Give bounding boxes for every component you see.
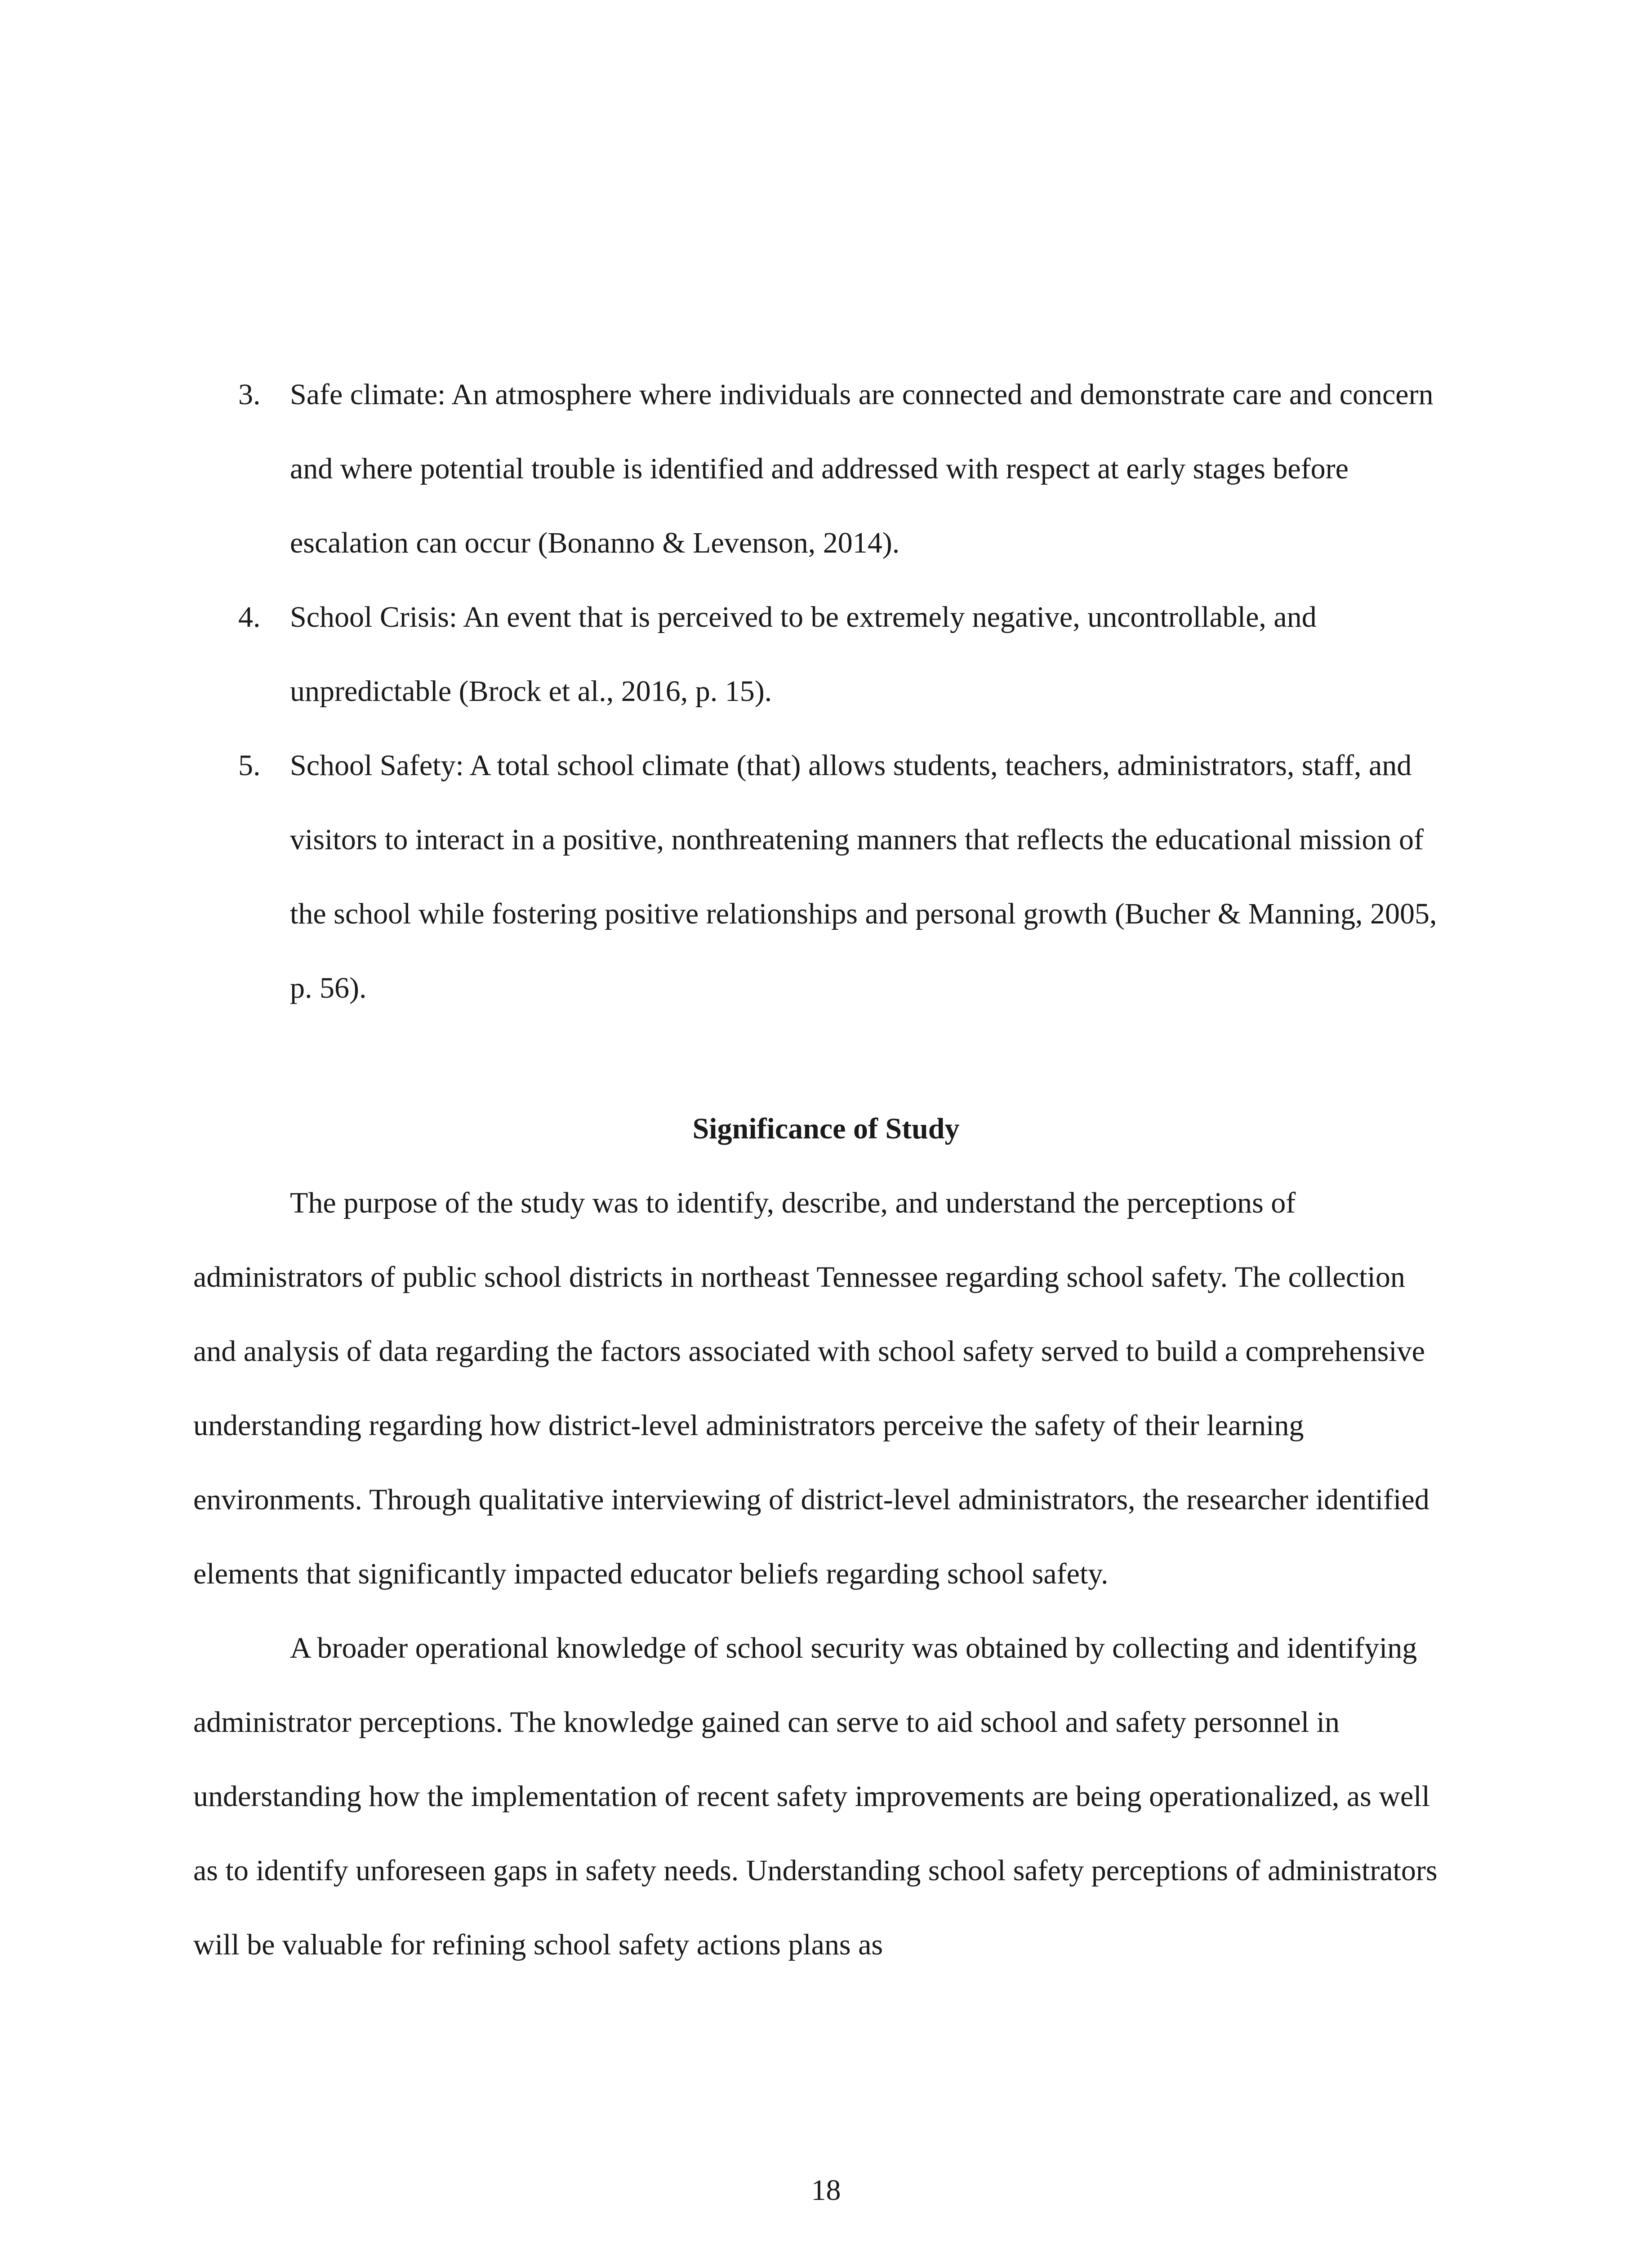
definition-text: School Safety: A total school climate (that) allows students, teachers, administrators, staff, and visitors to interact in a positive, nonthreatening manners that reflects the educational mission of the school while fostering positive relationships and personal growth (Bucher & Manning, 2005, p. 56). [290, 749, 1437, 1004]
list-number: 4. [238, 601, 261, 633]
section-body [193, 1166, 1452, 1982]
section-heading: Significance of Study [692, 1112, 960, 1145]
definition-item-school-safety [238, 728, 1452, 1025]
definition-text: Safe climate: An atmosphere where individuals are connected and demonstrate care and concern and where potential trouble is identified and addressed with respect at early stages before escalation can occur (Bonanno & Levenson, 2014). [290, 378, 1434, 559]
list-number: 3. [238, 378, 261, 411]
definition-text: School Crisis: An event that is perceived to be extremely negative, uncontrollable, and unpredictable (Brock et al., 2016, p. 15). [290, 601, 1317, 708]
list-number: 5. [238, 749, 261, 782]
paragraph: The purpose of the study was to identify, describe, and understand the perceptions of administrators of public school districts in northeast Tennessee regarding school safety. The collection and analysis of data regarding the factors associated with school safety served to build a comprehensive understanding regarding how district-level administrators perceive the safety of their learning environments. Through qualitative interviewing of district-level administrators, the researcher identified elements that significantly impacted educator beliefs regarding school safety. [193, 1186, 1429, 1590]
page-number: 18 [811, 2174, 841, 2207]
definitions-list [238, 357, 1452, 1025]
definition-item-safe-climate [238, 357, 1452, 580]
paragraph: A broader operational knowledge of school security was obtained by collecting and identifying administrator perceptions. The knowledge gained can serve to aid school and safety personnel in understanding how the implementation of recent safety improvements are being operationalized, as well as to identify unforeseen gaps in safety needs. Understanding school safety perceptions of administrators will be valuable for refining school safety actions plans as [193, 1632, 1438, 1961]
definition-item-school-crisis [238, 580, 1452, 728]
